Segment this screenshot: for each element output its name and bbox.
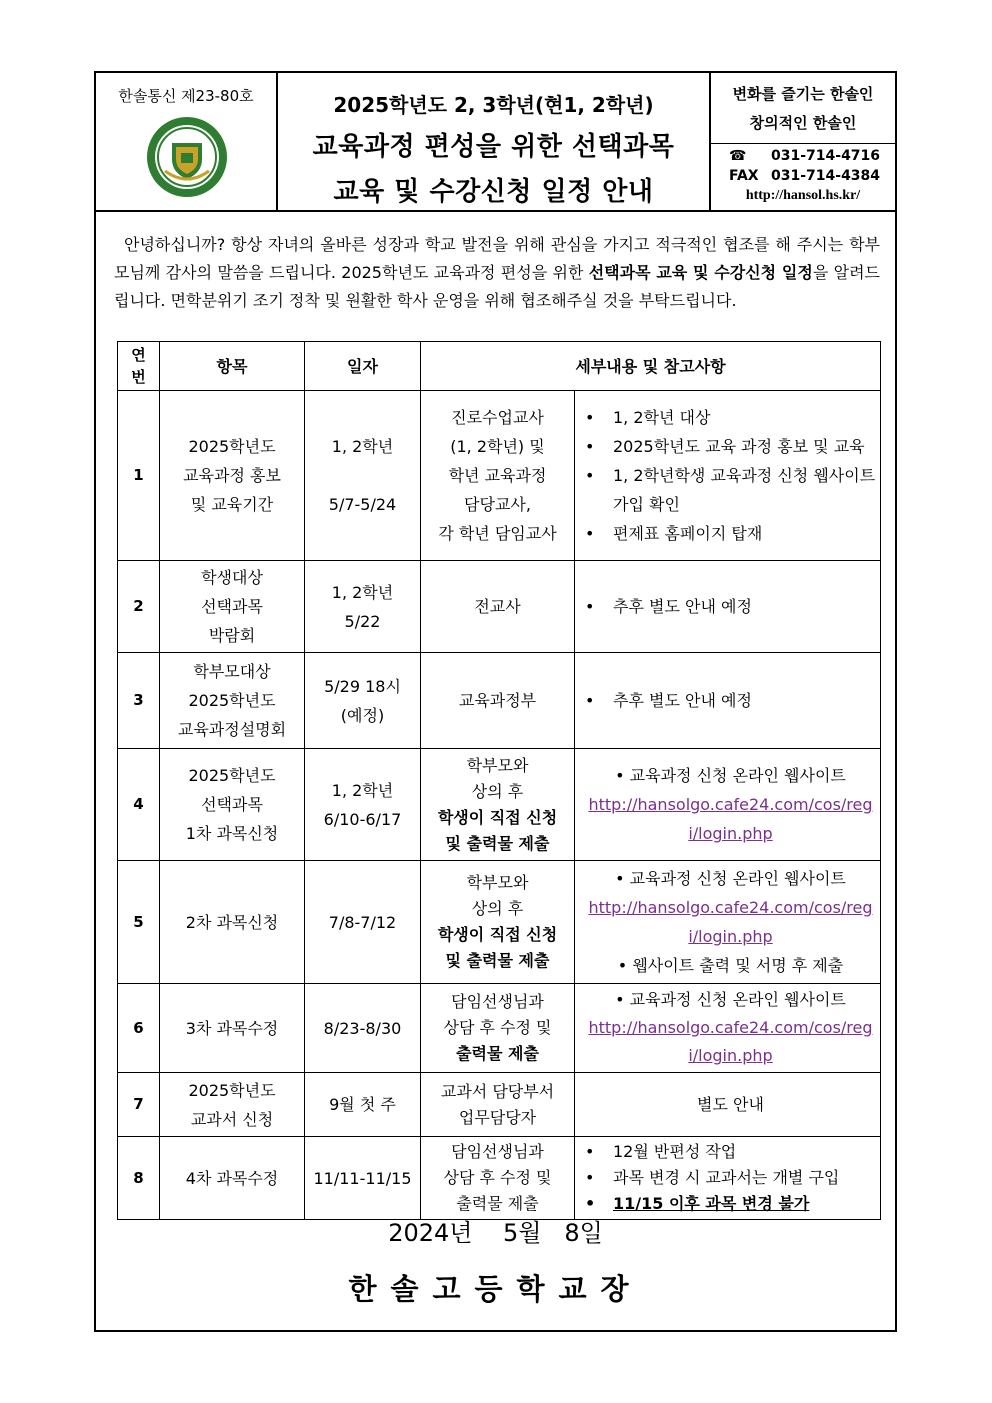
row-no: 1 [118,391,160,561]
item-line: 2025학년도 [188,691,276,710]
owner-line: 담임선생님과 [451,992,544,1011]
fax-label: FAX [729,168,759,184]
item-line: 및 교육기간 [190,495,274,514]
row-no: 7 [118,1073,160,1137]
item-line: 2025학년도 [188,766,276,785]
owner-line-bold: 및 출력물 제출 [445,833,550,853]
owner-line-bold: 출력물 제출 [456,1044,539,1063]
intro-text-a: 안녕하십니까? 항상 자녀의 올바른 성장과 학교 발전을 위해 관심을 가지고 적극적인 협조를 해 주시는 학부모님께 감사의 말씀을 드립니다. 2025학년도 교육과정 편성을 위한 [114,235,880,282]
row-item [160,561,305,653]
table-row [118,749,881,861]
header-notes: 세부내용 및 참고사항 [421,342,881,391]
date-line: 5/7-5/24 [328,495,397,514]
item-line: 박람회 [208,626,256,645]
note-bold-text: 11/15 이후 과목 변경 불가 [613,1194,810,1213]
row-item [160,391,305,561]
row-item: 4차 과목수정 [160,1137,305,1220]
header-contact [711,73,895,210]
intro-text-b: 을 알려드립니다. 면학분위기 조기 정착 및 원활한 학사 운영을 위해 협조해주실 것을 부탁드립니다. [114,263,880,310]
row-no: 4 [118,749,160,861]
registration-link[interactable]: http://hansolgo.cafe24.com/cos/regi/login.php [588,898,873,946]
date-line: 1, 2학년 [331,780,394,800]
table-row [118,1137,881,1220]
row-no: 5 [118,861,160,984]
row-notes [575,984,881,1073]
note-item: • 편제표 홈페이지 탑재 [579,519,876,548]
table-row [118,861,881,984]
row-item: 3차 과목수정 [160,984,305,1073]
row-owner [421,1073,575,1137]
item-line: 2025학년도 [188,437,276,456]
row-date [305,391,421,561]
fax-line [711,168,895,184]
owner-line-bold: 및 출력물 제출 [445,951,550,970]
item-line: 1차 과목신청 [185,824,279,843]
item-line: 교육과정 홍보 [183,466,281,485]
table-row [118,1073,881,1137]
owner-line: 업무담당자 [458,1107,537,1127]
row-owner [421,391,575,561]
date-line: 6/10-6/17 [323,809,402,829]
issue-date: 2024년 5월 8일 [388,1219,603,1247]
issue-number: 한솔통신 제23-80호 [118,87,254,105]
row-owner [421,1137,575,1220]
table-row [118,653,881,749]
registration-link[interactable]: http://hansolgo.cafe24.com/cos/regi/login.php [588,795,873,843]
header-left [96,73,278,210]
note-title: • 교육과정 신청 온라인 웹사이트 [615,990,846,1009]
header-item: 항목 [160,342,305,391]
note-extra: • 웹사이트 출력 및 서명 후 제출 [617,956,844,975]
date-line: 1, 2학년 [331,437,394,456]
owner-line-bold: 학생이 직접 신청 [437,925,558,944]
row-date: 7/8-7/12 [305,861,421,984]
owner-line: 출력물 제출 [456,1194,539,1213]
note-plain: 별도 안내 [697,1095,764,1114]
row-no: 6 [118,984,160,1073]
phone-number: 031-714-4716 [771,148,881,164]
row-date: 11/11-11/15 [305,1137,421,1220]
letter-header [96,73,895,212]
school-url[interactable]: http://hansol.hs.kr/ [745,188,861,203]
row-owner [421,861,575,984]
header-date: 일자 [305,342,421,391]
row-owner: 전교사 [421,561,575,653]
owner-line: 학부모와 [466,755,529,775]
row-no: 2 [118,561,160,653]
title-line-1: 2025학년도 2, 3학년(현1, 2학년) [333,93,654,117]
row-item: 2차 과목신청 [160,861,305,984]
owner-line: 상의 후 [471,781,524,801]
note-item: • 1, 2학년 대상 [579,403,876,432]
item-line: 선택과목 [201,597,263,616]
row-notes [575,561,881,653]
date-spacer [309,461,416,490]
note-title: • 교육과정 신청 온라인 웹사이트 [615,766,846,785]
owner-line: 교과서 담당부서 [440,1081,555,1101]
row-no: 3 [118,653,160,749]
row-notes [575,1073,881,1137]
row-owner [421,984,575,1073]
row-notes [575,749,881,861]
owner-line: 학부모와 [466,873,529,892]
note-item: • 추후 별도 안내 예정 [579,686,876,715]
date-line: (예정) [340,705,385,725]
note-title-text: 교육과정 신청 온라인 웹사이트 [629,990,846,1009]
row-owner: 교육과정부 [421,653,575,749]
intro-text-bold: 선택과목 교육 및 수강신청 일정 [588,263,813,282]
contact-divider [711,143,895,144]
owner-line: 학년 교육과정 [448,466,547,485]
owner-line: 담당교사, [464,495,531,514]
row-item [160,1073,305,1137]
note-item: • 추후 별도 안내 예정 [579,592,876,621]
note-item: • 과목 변경 시 교과서는 개별 구입 [579,1165,876,1191]
motto-1: 변화를 즐기는 한솔인 [732,85,874,103]
note-item: • 2025학년도 교육 과정 홍보 및 교육 [579,432,876,461]
header-title [278,73,711,210]
owner-line: (1, 2학년) 및 [450,437,545,456]
date-line: 5/29 18시 [324,676,401,696]
date-line: 1, 2학년 [331,582,394,602]
owner-line: 상담 후 수정 및 [443,1168,552,1187]
row-date [305,749,421,861]
title-line-3: 교육 및 수강신청 일정 안내 [333,177,654,207]
owner-line: 상의 후 [471,899,524,918]
row-notes [575,861,881,984]
note-extra-text: 웹사이트 출력 및 서명 후 제출 [632,956,844,975]
school-emblem-icon [145,115,229,199]
owner-line: 진로수업교사 [451,408,544,427]
row-item [160,653,305,749]
table-row [118,391,881,561]
date-line: 5/22 [344,611,381,631]
owner-line-bold: 학생이 직접 신청 [437,807,558,827]
owner-line: 담임선생님과 [451,1142,544,1161]
row-notes [575,653,881,749]
fax-number: 031-714-4384 [771,168,881,184]
row-notes [575,1137,881,1220]
registration-link[interactable]: http://hansolgo.cafe24.com/cos/regi/login.php [588,1018,873,1065]
document-frame [94,71,897,1332]
title-line-2: 교육과정 편성을 위한 선택과목 [312,132,675,162]
table-row [118,561,881,653]
row-owner [421,749,575,861]
note-item: • 12월 반편성 작업 [579,1139,876,1165]
owner-line: 상담 후 수정 및 [443,1018,552,1037]
row-notes [575,391,881,561]
note-title: • 교육과정 신청 온라인 웹사이트 [615,869,846,888]
intro-paragraph [114,231,880,315]
note-title-text: 교육과정 신청 온라인 웹사이트 [629,869,846,888]
note-title-text: 교육과정 신청 온라인 웹사이트 [629,766,846,785]
phone-line [711,148,895,164]
row-date: 9월 첫 주 [305,1073,421,1137]
row-date: 8/23-8/30 [305,984,421,1073]
item-line: 선택과목 [201,795,263,814]
header-no: 연 번 [118,342,160,391]
phone-icon: ☎ [729,148,747,164]
schedule-table [117,341,881,1220]
table-header-row [118,342,881,391]
item-line: 2025학년도 [188,1080,276,1100]
item-line: 학부모대상 [193,662,271,681]
owner-line: 각 학년 담임교사 [438,524,557,543]
item-line: 교과서 신청 [190,1109,274,1129]
item-line: 학생대상 [201,568,263,587]
item-line: 교육과정설명회 [177,720,287,739]
table-row [118,984,881,1073]
note-item: • 1, 2학년학생 교육과정 신청 웹사이트 가입 확인 [579,461,876,519]
row-item [160,749,305,861]
row-date [305,653,421,749]
principal-signature: 한솔고등학교장 [348,1272,643,1306]
motto-2: 창의적인 한솔인 [749,114,857,132]
row-no: 8 [118,1137,160,1220]
row-date [305,561,421,653]
